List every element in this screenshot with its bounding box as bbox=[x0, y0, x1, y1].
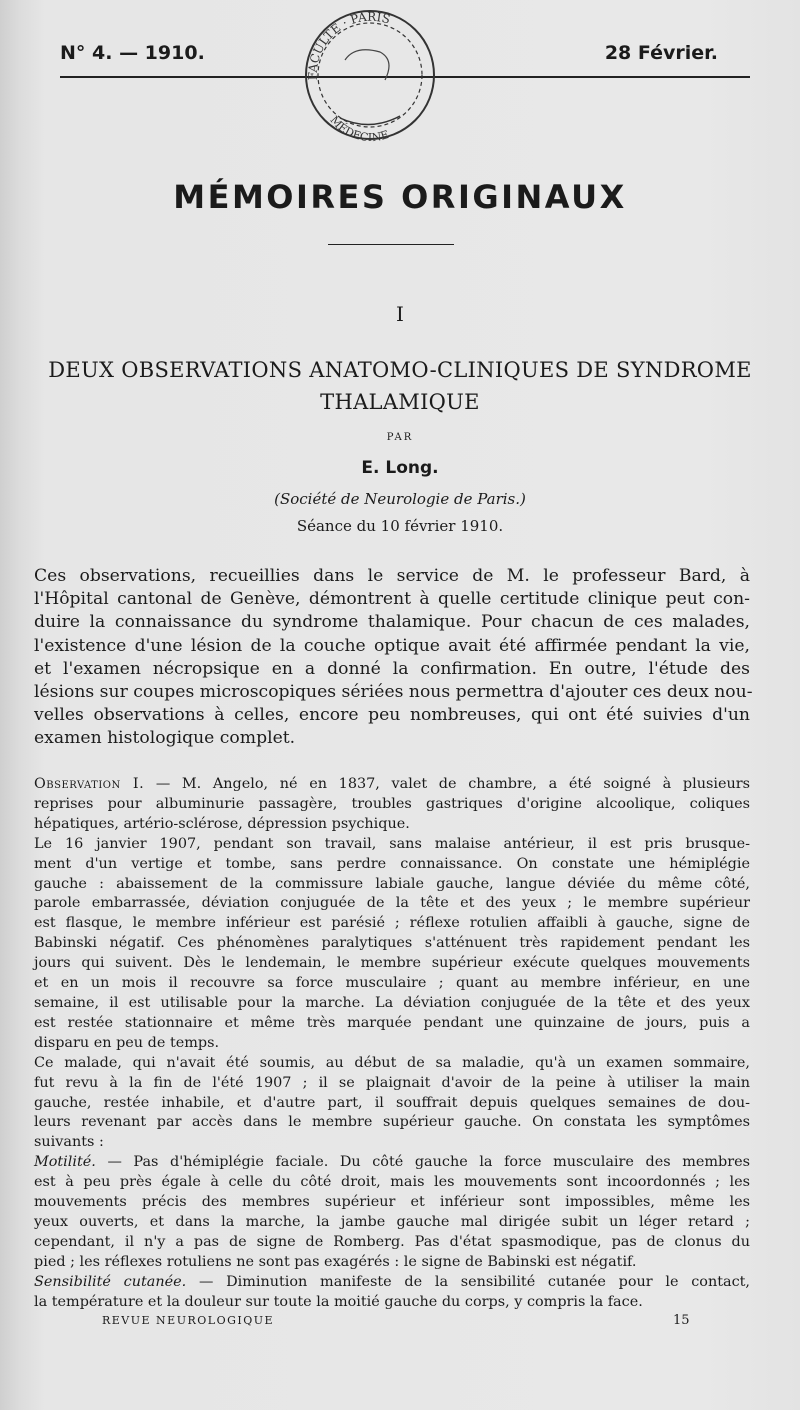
author-name: E. Long. bbox=[361, 458, 439, 478]
text-line: ment d'un vertige et tombe, sans perdre connaissance. On constate une hémiplégie bbox=[34, 855, 750, 872]
journal-name: REVUE NEUROLOGIQUE bbox=[102, 1314, 275, 1327]
text-line bbox=[34, 1153, 750, 1173]
text-line: est flasque, le membre inférieur est parésié ; réflexe rotulien affaibli à gauche, signe de bbox=[34, 915, 750, 932]
stamp-text-top: FACULTÉ · PARIS bbox=[305, 9, 392, 81]
sensibilite-text: — Diminution manifeste de la sensibilité cutanée pour le contact, bbox=[186, 1273, 751, 1290]
text-line: Ces observations, recueillies dans le service de M. le professeur Bard, à bbox=[34, 566, 750, 586]
text-line: l'existence d'une lésion de la couche optique avait été affirmée pendant la vie, bbox=[34, 635, 750, 656]
article-title-line: DEUX OBSERVATIONS ANATOMO-CLINIQUES DE SYNDROME bbox=[48, 358, 752, 382]
text-line: la température et la douleur sur toute la moitié gauche du corps, y compris la face. bbox=[34, 1293, 643, 1310]
text-line: leurs revenant par accès dans le membre supérieur gauche. On constata les symptômes bbox=[34, 1114, 750, 1131]
observation-label: Observation I. bbox=[34, 776, 145, 792]
text-line: suivants : bbox=[34, 1134, 104, 1151]
observation-text: — M. Angelo, né en 1837, valet de chambre, a été soigné à plusieurs bbox=[144, 776, 750, 792]
title-rule bbox=[328, 244, 454, 245]
society-name: (Société de Neurologie de Paris.) bbox=[274, 490, 526, 508]
text-line bbox=[34, 1273, 750, 1293]
text-line: et en un mois il recouvre sa force musculaire ; quant au membre inférieur, en une bbox=[34, 975, 750, 992]
text-line: gauche : abaissement de la commissure labiale gauche, langue déviée du même côté, bbox=[34, 875, 750, 892]
text-line: velles observations à celles, encore peu nombreuses, qui ont été suivies d'un bbox=[34, 705, 750, 726]
motilite-label: Motilité. bbox=[34, 1154, 96, 1171]
text-line: examen histologique complet. bbox=[34, 728, 296, 749]
text-line: cependant, il n'y a pas de signe de Romberg. Pas d'état spasmodique, pas de clonus du bbox=[34, 1233, 750, 1250]
sensibilite-label: Sensibilité cutanée. bbox=[34, 1273, 187, 1290]
text-line: l'Hôpital cantonal de Genève, démontrent à quelle certitude clinique peut con- bbox=[34, 589, 750, 610]
text-line: fut revu à la fin de l'été 1907 ; il se plaignait d'avoir de la peine à utiliser la main bbox=[34, 1074, 750, 1091]
session-date: Séance du 10 février 1910. bbox=[296, 517, 504, 535]
byline-par: PAR bbox=[386, 432, 414, 443]
text-line: semaine, il est utilisable pour la marche. La déviation conjuguée de la tête et des yeux bbox=[34, 994, 750, 1011]
text-line: duire la connaissance du syndrome thalamique. Pour chacun de ces malades, bbox=[34, 612, 750, 633]
article-title-line: THALAMIQUE bbox=[320, 390, 480, 414]
observation-section bbox=[34, 775, 750, 1312]
text-line: reprises pour albuminurie passagère, troubles gastriques d'origine alcoolique, coliques bbox=[34, 795, 750, 812]
text-line: Ce malade, qui n'avait été soumis, au début de sa maladie, qu'à un examen sommaire, bbox=[34, 1054, 750, 1071]
page-number: 15 bbox=[673, 1313, 690, 1328]
article-title bbox=[20, 354, 780, 418]
text-line: yeux ouverts, et dans la marche, la jambe gauche mal dirigée subit un léger retard ; bbox=[34, 1213, 750, 1230]
library-stamp-icon bbox=[295, 0, 460, 165]
text-line: mouvements précis des membres supérieur et inférieur sont impossibles, même les bbox=[34, 1194, 750, 1211]
text-line: Babinski négatif. Ces phénomènes paralytiques s'atténuent très rapidement pendant les bbox=[34, 935, 750, 952]
text-line: gauche, restée inhabile, et d'autre part, il souffrait depuis quelques semaines de dou- bbox=[34, 1094, 750, 1111]
article-number: I bbox=[396, 302, 404, 326]
section-title: MÉMOIRES ORIGINAUX bbox=[173, 178, 627, 216]
issue-number: N° 4. — 1910. bbox=[60, 42, 205, 64]
text-line: est restée stationnaire et même très marquée pendant une quinzaine de jours, puis a bbox=[34, 1014, 750, 1031]
text-line: jours qui suivent. Dès le lendemain, le membre supérieur exécute quelques mouvements bbox=[34, 955, 750, 972]
text-line: et l'examen nécropsique en a donné la confirmation. En outre, l'étude des bbox=[34, 658, 750, 679]
text-line: lésions sur coupes microscopiques sériées nous permettra d'ajouter ces deux nou- bbox=[34, 682, 753, 703]
text-line: hépatiques, artério-sclérose, dépression psychique. bbox=[34, 815, 410, 832]
issue-date: 28 Février. bbox=[604, 42, 718, 64]
text-line bbox=[34, 775, 750, 795]
stamp-text-bottom: MÉDECINE bbox=[327, 113, 391, 145]
motilite-text: — Pas d'hémiplégie faciale. Du côté gauche la force musculaire des membres bbox=[95, 1154, 750, 1171]
text-line: Le 16 janvier 1907, pendant son travail, sans malaise antérieur, il est pris brusque- bbox=[34, 835, 750, 852]
text-line: est à peu près égale à celle du côté droit, mais les mouvements sont incoordonnés ; les bbox=[34, 1174, 750, 1191]
svg-text:FACULTÉ · PARIS bbox=[306, 10, 392, 81]
text-line: pied ; les réflexes rotuliens ne sont pas exagérés : le signe de Babinski est négatif. bbox=[34, 1253, 637, 1270]
text-line: parole embarrassée, déviation conjuguée de la tête et des yeux ; le membre supérieur bbox=[34, 895, 750, 912]
text-line: disparu en peu de temps. bbox=[34, 1034, 220, 1051]
intro-paragraph bbox=[34, 565, 753, 751]
